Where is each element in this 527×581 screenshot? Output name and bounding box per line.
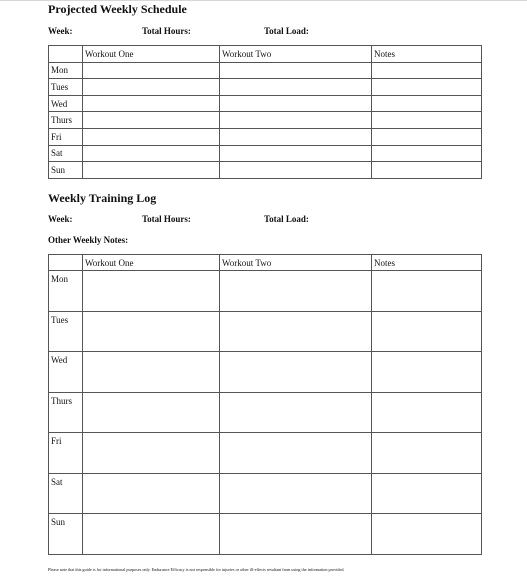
log-row-tues: [49, 311, 482, 352]
log-corner-cell: [49, 255, 83, 271]
schedule-col-workout-two: Workout Two: [220, 46, 372, 63]
schedule-row-sat: [49, 145, 482, 162]
log-workout-two-cell[interactable]: [220, 271, 372, 312]
log-notes-cell[interactable]: [372, 473, 482, 514]
log-title: Weekly Training Log: [48, 191, 157, 205]
log-workout-two-cell[interactable]: [220, 473, 372, 514]
schedule-day-label: Sun: [49, 162, 83, 179]
schedule-corner-cell: [49, 46, 83, 63]
schedule-col-workout-one: Workout One: [83, 46, 220, 63]
schedule-header-row: [49, 46, 482, 63]
schedule-table: [48, 45, 482, 179]
schedule-total-load-label: Total Load:: [264, 26, 309, 36]
schedule-title: Projected Weekly Schedule: [48, 2, 187, 16]
schedule-workout-two-cell[interactable]: [220, 128, 372, 145]
log-notes-cell[interactable]: [372, 352, 482, 393]
log-workout-two-cell[interactable]: [220, 352, 372, 393]
log-row-thurs: [49, 392, 482, 433]
schedule-week-label: Week:: [48, 26, 73, 36]
schedule-row-tues: [49, 79, 482, 96]
schedule-workout-one-cell[interactable]: [83, 128, 220, 145]
log-notes-cell[interactable]: [372, 514, 482, 555]
schedule-row-thurs: [49, 112, 482, 129]
log-col-workout-one: Workout One: [83, 255, 220, 271]
schedule-workout-two-cell[interactable]: [220, 62, 372, 79]
log-day-label: Sat: [49, 473, 83, 514]
schedule-workout-one-cell[interactable]: [83, 112, 220, 129]
log-other-notes-label: Other Weekly Notes:: [48, 235, 129, 245]
log-notes-cell[interactable]: [372, 311, 482, 352]
log-workout-two-cell[interactable]: [220, 392, 372, 433]
log-total-hours-label: Total Hours:: [142, 214, 191, 224]
page-top-rule: [0, 0, 527, 1]
schedule-notes-cell[interactable]: [372, 62, 482, 79]
log-row-sat: [49, 473, 482, 514]
log-row-mon: [49, 271, 482, 312]
log-week-label: Week:: [48, 214, 73, 224]
log-row-fri: [49, 433, 482, 474]
log-day-label: Thurs: [49, 392, 83, 433]
log-workout-one-cell[interactable]: [83, 433, 220, 474]
log-table: [48, 254, 482, 555]
schedule-notes-cell[interactable]: [372, 128, 482, 145]
log-workout-two-cell[interactable]: [220, 311, 372, 352]
log-col-notes: Notes: [372, 255, 482, 271]
schedule-day-label: Fri: [49, 128, 83, 145]
log-workout-one-cell[interactable]: [83, 473, 220, 514]
log-col-workout-two: Workout Two: [220, 255, 372, 271]
schedule-workout-one-cell[interactable]: [83, 95, 220, 112]
schedule-day-label: Sat: [49, 145, 83, 162]
schedule-row-sun: [49, 162, 482, 179]
schedule-notes-cell[interactable]: [372, 145, 482, 162]
disclaimer-text: Please note that this guide is for informational purposes only. Endurance Efficacy is not responsible for injuries or other ill-effects resultant from using the information provided.: [48, 567, 345, 572]
log-day-label: Mon: [49, 271, 83, 312]
schedule-day-label: Mon: [49, 62, 83, 79]
log-workout-two-cell[interactable]: [220, 433, 372, 474]
log-day-label: Sun: [49, 514, 83, 555]
schedule-day-label: Tues: [49, 79, 83, 96]
schedule-notes-cell[interactable]: [372, 162, 482, 179]
schedule-col-notes: Notes: [372, 46, 482, 63]
schedule-row-fri: [49, 128, 482, 145]
schedule-day-label: Thurs: [49, 112, 83, 129]
log-day-label: Wed: [49, 352, 83, 393]
log-workout-one-cell[interactable]: [83, 311, 220, 352]
schedule-workout-one-cell[interactable]: [83, 62, 220, 79]
log-total-load-label: Total Load:: [264, 214, 309, 224]
log-notes-cell[interactable]: [372, 433, 482, 474]
schedule-workout-two-cell[interactable]: [220, 145, 372, 162]
schedule-workout-one-cell[interactable]: [83, 145, 220, 162]
schedule-workout-two-cell[interactable]: [220, 112, 372, 129]
log-day-label: Tues: [49, 311, 83, 352]
log-workout-one-cell[interactable]: [83, 514, 220, 555]
schedule-workout-two-cell[interactable]: [220, 79, 372, 96]
schedule-day-label: Wed: [49, 95, 83, 112]
schedule-workout-one-cell[interactable]: [83, 162, 220, 179]
log-notes-cell[interactable]: [372, 271, 482, 312]
schedule-notes-cell[interactable]: [372, 79, 482, 96]
schedule-workout-two-cell[interactable]: [220, 95, 372, 112]
log-row-wed: [49, 352, 482, 393]
log-workout-two-cell[interactable]: [220, 514, 372, 555]
schedule-row-mon: [49, 62, 482, 79]
schedule-notes-cell[interactable]: [372, 112, 482, 129]
schedule-workout-two-cell[interactable]: [220, 162, 372, 179]
log-row-sun: [49, 514, 482, 555]
log-day-label: Fri: [49, 433, 83, 474]
schedule-row-wed: [49, 95, 482, 112]
schedule-notes-cell[interactable]: [372, 95, 482, 112]
schedule-total-hours-label: Total Hours:: [142, 26, 191, 36]
log-notes-cell[interactable]: [372, 392, 482, 433]
schedule-workout-one-cell[interactable]: [83, 79, 220, 96]
log-header-row: [49, 255, 482, 271]
log-workout-one-cell[interactable]: [83, 352, 220, 393]
log-workout-one-cell[interactable]: [83, 271, 220, 312]
log-workout-one-cell[interactable]: [83, 392, 220, 433]
